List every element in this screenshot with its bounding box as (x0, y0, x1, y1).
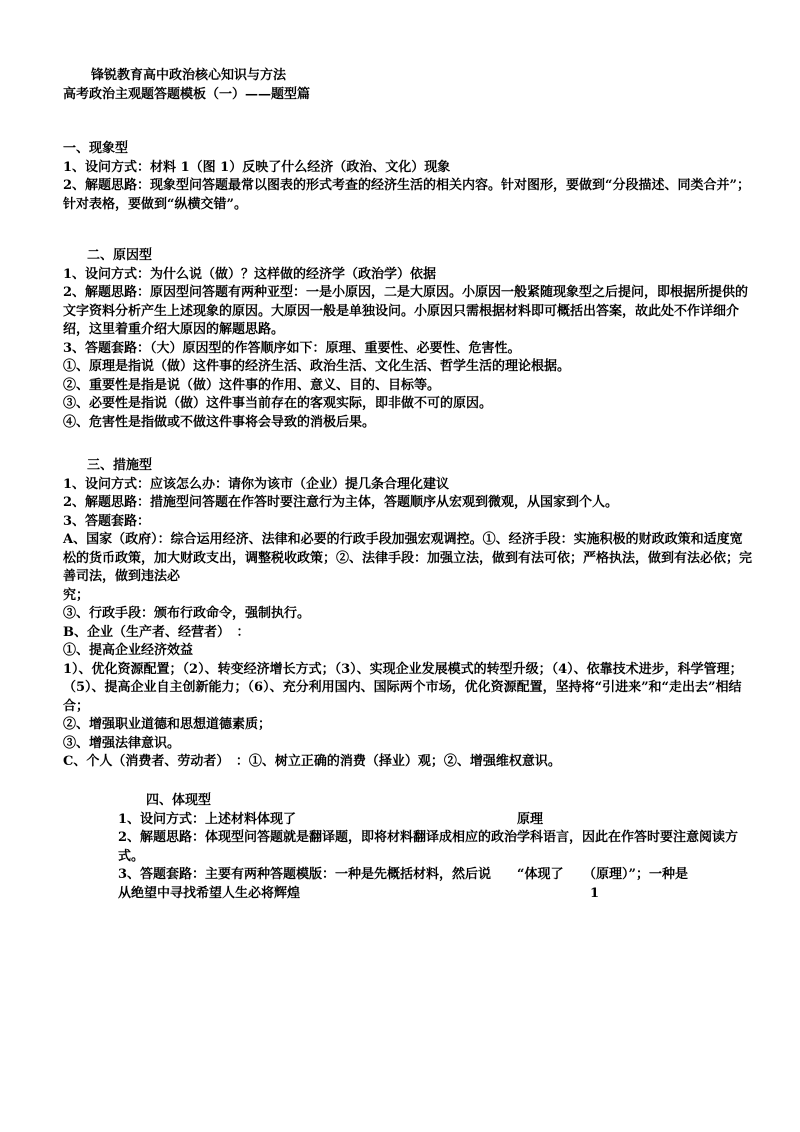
section-title: 一、现象型 (63, 141, 129, 156)
section-title: 三、措施型 (87, 458, 153, 473)
section-line: 究； (63, 587, 90, 603)
section-line: ③、必要性是指说（做）这件事当前存在的客观实际，即非做不可的原因。 (63, 396, 493, 411)
section-line: 2、解题思路：现象型问答题最常以图表的形式考查的经济生活的相关内容。针对图形，要做到“分段描述、同类合并”；针对表格，要做到“纵横交错”。 (63, 178, 751, 212)
section-line: ③、增强法律意识。 (63, 735, 181, 751)
section-line: 1、设问方式：材料 1（图 1）反映了什么经济（政治、文化）现象 (63, 159, 451, 175)
header-line-1: 锋锐教育高中政治核心知识与方法 (91, 68, 287, 83)
section-line: C、个人（消费者、劳动者） ：①、树立正确的消费（择业）观；②、增强维权意识。 (63, 754, 561, 769)
footer-motto: 从绝望中寻找希望人生必将辉煌 (118, 886, 301, 901)
section-line: ①、提高企业经济效益 (63, 643, 194, 658)
header-line-2: 高考政治主观题答题模板（一）——题型篇 (63, 86, 311, 102)
section-line: ③、行政手段：颁布行政命令，强制执行。 (63, 606, 311, 621)
section-line: 1、设问方式：为什么说（做）？这样做的经济学（政治学）依据 (63, 266, 437, 282)
section-embodiment (118, 792, 748, 885)
section-line: 3、答题套路： (63, 513, 151, 529)
section-line: 2、解题思路：体现型问答题就是翻译题，即将材料翻译成相应的政治学科语言，因此在作答时要注意阅读方式。 (118, 830, 739, 864)
page-number: 1 (590, 886, 600, 901)
document-header (63, 67, 753, 104)
section-line: B、企业（生产者、经营者） ： (63, 624, 250, 640)
section-line: 1、设问方式：上述材料体现了 原理 (118, 811, 544, 827)
section-line: ②、重要性是指是说（做）这件事的作用、意义、目的、目标等。 (63, 377, 441, 393)
section-title: 二、原因型 (87, 248, 153, 263)
section-title: 四、体现型 (146, 793, 212, 808)
section-line: 3、答题套路：主要有两种答题模版：一种是先概括材料，然后说 “体现了 （原理）”；一种是 (118, 867, 689, 882)
section-measures (63, 457, 753, 772)
section-line: 2、解题思路：原因型问答题有两种亚型：一是小原因，二是大原因。小原因一般紧随现象型之后提问，即根据所提供的文字资料分析产生上述现象的原因。大原因一般是单独设问。小原因只需根据材料即可概括出答案，故此处不作详细介绍，这里着重介绍大原因的解题思路。 (63, 285, 749, 337)
section-line: A、国家（政府）：综合运用经济、法律和必要的行政手段加强宏观调控。①、经济手段：实施积极的财政政策和适度宽松的货币政策，加大财政支出，调整税收政策；②、法律手段：加强立法，做到有法可依；严格执法，做到有法必依；完善司法，做到违法必 (63, 532, 753, 584)
section-line: ②、增强职业道德和思想道德素质； (63, 717, 272, 732)
section-cause (63, 247, 753, 432)
section-line: ①、原理是指说（做）这件事的经济生活、政治生活、文化生活、哲学生活的理论根据。 (63, 359, 571, 374)
section-line: 1、设问方式：应该怎么办：请你为该市（企业）提几条合理化建议 (63, 476, 450, 492)
section-phenomenon (63, 140, 753, 214)
section-line: ④、危害性是指做或不做这件事将会导致的消极后果。 (63, 414, 376, 430)
section-line: 3、答题套路：（大）原因型的作答顺序如下：原理、重要性、必要性、危害性。 (63, 340, 521, 356)
section-line: 1）、优化资源配置；（2）、转变经济增长方式；（3）、实现企业发展模式的转型升级；（4）、依靠技术进步，科学管理；（5）、提高企业自主创新能力；（6）、充分利用国内、国际两个市场，优化资源配置，坚持将“引进来”和“走出去”相结合； (63, 661, 743, 714)
section-line: 2、解题思路：措施型问答题在作答时要注意行为主体，答题顺序从宏观到微观，从国家到个人。 (63, 495, 619, 510)
